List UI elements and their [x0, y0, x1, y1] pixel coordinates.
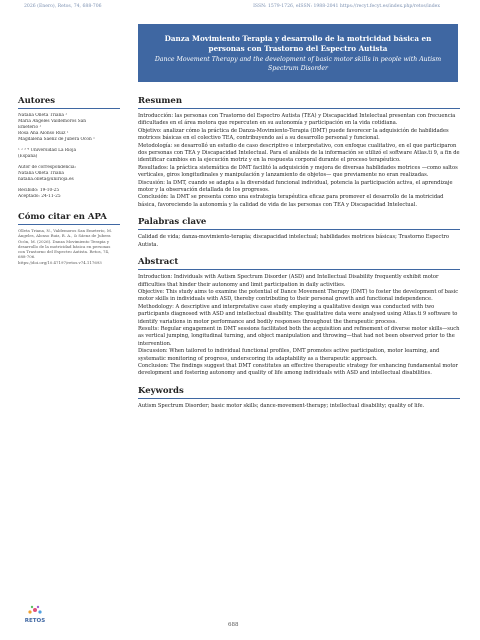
resumen-heading: Resumen [138, 96, 460, 109]
abstract-paragraph: Discussion: When tailored to individual functional profiles, DMT promotes active participation, motor learning, and systematic monitoring of progress, underscoring its adaptability as a therapeutic approach. [138, 348, 440, 362]
resumen-body [138, 113, 460, 209]
correspondence-email[interactable]: natalia.olleta@unirioja.es [18, 177, 74, 182]
cite-heading: Cómo citar en APA [18, 212, 120, 225]
sidebar [18, 96, 120, 265]
cite-line: Ocón, M. (2026). Danza Movimiento Terapia y [18, 238, 110, 244]
title-spanish: Danza Movimiento Terapia y desarrollo de la motricidad básica en personas con Trastorno del Espectro Autista [164, 34, 432, 53]
author-line: Natalia Olleta Triana ¹ [18, 113, 68, 118]
page-number: 688 [228, 622, 239, 628]
correspondence-label: Autor de correspondencia: [18, 165, 77, 170]
abstract-body [138, 274, 460, 378]
cite-doi-link[interactable]: https://doi.org/10.47197/retos.v74.117693 [18, 259, 102, 265]
palabras-text: Calidad de vida; danza-movimiento-terapia; discapacidad intelectual; habilidades motrices básicas; Trastorno Espectro Autista. [138, 234, 449, 248]
palabras-heading: Palabras clave [138, 217, 460, 230]
abstract-paragraph: Objective: This study aims to examine the potential of Dance Movement Therapy (DMT) to foster the development of basic motor skills in individuals with ASD, thereby contributing to their personal growth and functional independence. [138, 288, 459, 303]
resumen-paragraph: Discusión: la DMT, cuando se adapta a la diversidad funcional individual, potencia la participación activa, el aprendizaje motor y la observación detallada de los progresos. [138, 179, 453, 194]
author-line: Rosa Ana Alonso Ruiz ¹ [18, 131, 69, 136]
cite-text [18, 228, 120, 265]
running-header [0, 0, 480, 12]
resumen-paragraph: Introducción: las personas con Trastorno del Espectro Autista (TEA) y Discapacidad Intelectual presentan con frecuencia dificultades en el área motora que repercuten en su autonomía y participación en la vida cotidiana. [138, 113, 456, 127]
cite-line: desarrollo de la motricidad básica en personas [18, 243, 111, 249]
affiliation-line: (España) [18, 154, 38, 159]
author-line: Emeterio ¹ [18, 125, 42, 130]
affiliation-line: ¹ ² ³ ⁴ Universidad La Rioja [18, 148, 77, 153]
author-line: Magdalena Sáenz de Jubera Ocón ¹ [18, 137, 95, 142]
abstract-paragraph: Introduction: Individuals with Autism Spectrum Disorder (ASD) and Intellectual Disability frequently exhibit motor difficulties that hinder their autonomy and limit participation in daily activities. [138, 274, 439, 288]
cite-line: Olleta Triana, N., Valdemoros San Emeterio, M. [18, 228, 113, 233]
authors-list [18, 113, 120, 200]
cite-line: Ángeles, Alonso Ruiz, R. A., & Sáenz de Jubera [18, 233, 111, 239]
authors-heading: Autores [18, 96, 120, 109]
main-content [138, 96, 460, 418]
title-banner [138, 24, 458, 82]
abstract-paragraph: Results: Regular engagement in DMT sessions facilitated both the acquisition and refinement of diverse motor skills—such as vertical jumping, longitudinal turning, and object manipulation and throwing—that had not been observed prior to the intervention. [138, 325, 460, 347]
journal-issue: 2026 (Enero), Retos, 74, 688-706 [24, 3, 102, 9]
keywords-heading: Keywords [138, 386, 460, 399]
author-line: María Ángeles Valdemoros San [18, 119, 87, 124]
title-english: Dance Movement Therapy and the development of basic motor skills in people with Autism Spectrum Disorder [154, 56, 442, 72]
accepted-date: Aceptado: 24-11-25 [18, 194, 61, 199]
retos-logo-icon [20, 602, 50, 628]
abstract-heading: Abstract [138, 257, 460, 270]
logo-text: RETOS [24, 618, 46, 624]
cite-line: 688-706. [18, 254, 36, 260]
journal-issn-url[interactable]: ISSN: 1579-1726, eISSN: 1988-2041 https://recyt.fecyt.es/index.php/retos/index [253, 3, 440, 9]
correspondence-name: Natalia Olleta Triana [18, 171, 64, 176]
keywords-text: Autism Spectrum Disorder; basic motor skills; dance-movement-therapy; intellectual disability; quality of life. [138, 402, 425, 409]
abstract-paragraph: Conclusion: The findings suggest that DMT constitutes an effective therapeutic strategy for enhancing fundamental motor development and fostering autonomy and quality of life among individuals with ASD and intellectual disabilities. [138, 362, 458, 377]
abstract-paragraph: Methodology: A descriptive and interpretative case study employing a qualitative design was conducted with two participants diagnosed with ASD and intellectual disability. The qualitative data were analysed using Atlas.ti 9 software to identify variations in motor performance and bodily responses throughout the therapeutic process. [138, 303, 458, 325]
resumen-paragraph: Objetivo: analizar cómo la práctica de Danza-Movimiento-Terapia (DMT) puede favorecer la adquisición de habilidades motrices básicas en el colectivo TEA, contribuyendo así a su desarrollo personal y funcional. [138, 127, 449, 142]
resumen-paragraph: Conclusión: la DMT se presenta como una estrategia terapéutica eficaz para promover el desarrollo de la motricidad básica, favoreciendo la autonomía y la calidad de vida de las personas con TEA y Discapacidad Intelectual. [138, 194, 444, 208]
resumen-paragraph: Metodología: se desarrolló un estudio de caso descriptivo e interpretativo, con enfoque cualitativo, en el que participaron dos personas con TEA y Discapacidad Intelectual. Para el análisis de la información se utilizó el software Atlas.ti 9, a fin de identificar cambios en la ejecución motriz y en la respuesta corporal durante el proceso terapéutico. [138, 142, 460, 164]
received-date: Recibido: 19-10-25 [18, 188, 60, 193]
resumen-paragraph: Resultados: la práctica sistemática de DMT facilitó la adquisición y mejora de diversas habilidades motrices —como saltos verticales, giros longitudinales y manipulación y lanzamiento de objetos— que previamente no eran realizadas. [138, 164, 458, 179]
cite-line: con Trastorno del Espectro Autista. Retos, 74, [18, 249, 110, 255]
